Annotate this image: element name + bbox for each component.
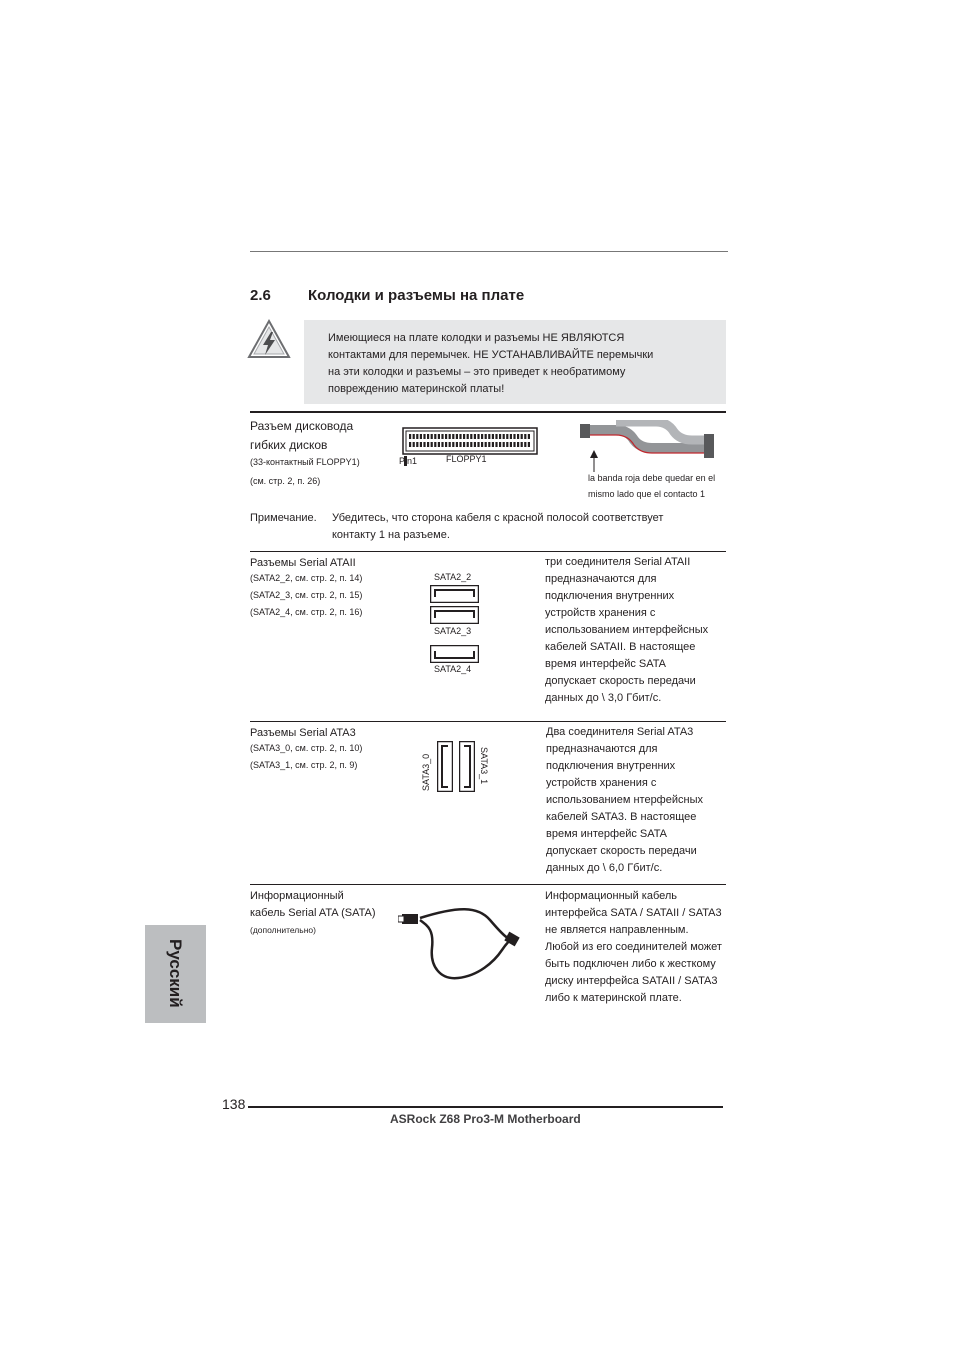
floppy-title-line: гибких дисков	[250, 438, 328, 452]
floppy-pin	[481, 434, 483, 439]
floppy-pin	[528, 434, 530, 439]
floppy-title-line: Разъем дисковода	[250, 419, 354, 433]
sata2-desc-line: предназначаются для	[545, 573, 657, 585]
language-tab-text: Русский	[166, 939, 185, 1008]
floppy-pin	[524, 434, 526, 439]
floppy-ref: (см. стр. 2, п. 26)	[250, 476, 321, 486]
sata2-desc-line: подключения внутренних	[545, 590, 675, 602]
floppy-pin	[416, 434, 418, 439]
floppy-pin	[456, 434, 458, 439]
sata3-desc-line: предназначаются для	[546, 743, 658, 755]
floppy-pin	[409, 442, 411, 447]
floppy-pin	[434, 442, 436, 447]
floppy-pin	[521, 434, 523, 439]
floppy-pin	[423, 442, 425, 447]
sata3-desc-line: допускает скорость передачи	[546, 845, 697, 857]
floppy-pin	[467, 434, 469, 439]
floppy-pin	[503, 434, 505, 439]
page-number: 138	[222, 1096, 246, 1112]
floppy-pin	[420, 442, 422, 447]
cable-desc-line: не является направленным.	[545, 924, 689, 936]
warning-line: на эти колодки и разъемы – это приведет к необратимому	[328, 366, 626, 378]
sata3-desc-line: Два соединителя Serial ATA3	[546, 726, 694, 738]
floppy-pin	[459, 434, 461, 439]
sata3-desc-line: использованием нтерфейсных	[546, 794, 703, 806]
sata3-desc-line: данных до \ 6,0 Гбит/с.	[546, 862, 663, 874]
footer-rule	[248, 1106, 723, 1108]
cable-title-line: Информационный	[250, 890, 344, 902]
floppy-pin	[449, 442, 451, 447]
floppy-pin	[506, 442, 508, 447]
floppy-pin	[441, 442, 443, 447]
cable-title	[250, 888, 376, 922]
floppy-pin	[481, 442, 483, 447]
sata3-1-label-text: SATA3_1	[479, 747, 489, 785]
floppy-pin	[485, 442, 487, 447]
floppy-pin	[452, 434, 454, 439]
floppy-pin	[463, 434, 465, 439]
floppy-pin	[513, 442, 515, 447]
floppy-pin	[477, 442, 479, 447]
floppy-pin	[413, 434, 415, 439]
sata2-2-label: SATA2_2	[434, 572, 472, 582]
sata3-0-label-text: SATA3_0	[421, 753, 431, 791]
floppy-pin	[499, 434, 501, 439]
sata3-desc-line: время интерфейс SATA	[546, 828, 667, 840]
footer-product: ASRock Z68 Pro3-M Motherboard	[390, 1112, 581, 1126]
cable-desc-line: Информационный кабель	[545, 890, 678, 902]
cable-title-line: кабель Serial ATA (SATA)	[250, 907, 376, 919]
sata2-3-connector-icon	[430, 606, 479, 624]
section-number: 2.6	[250, 287, 271, 304]
floppy-pin	[470, 434, 472, 439]
floppy-pin	[528, 442, 530, 447]
warning-line: контактами для перемычек. НЕ УСТАНАВЛИВАЙТЕ перемычки	[328, 349, 654, 361]
sata2-desc-line: данных до \ 3,0 Гбит/с.	[545, 692, 662, 704]
sata2-ref: (SATA2_4, см. стр. 2, п. 16)	[250, 607, 363, 617]
cable-note	[588, 470, 715, 502]
warning-line: Имеющиеся на плате колодки и разъемы НЕ ЯВЛЯЮТСЯ	[328, 332, 625, 344]
floppy-pin	[438, 442, 440, 447]
sata3-desc-line: кабелей SATA3. В настоящее	[546, 811, 697, 823]
sata2-desc-line: использованием интерфейсных	[545, 624, 709, 636]
floppy-pin	[517, 442, 519, 447]
sata2-desc-line: допускает скорость передачи	[545, 675, 696, 687]
floppy-note-text	[332, 510, 663, 544]
floppy-pin	[445, 442, 447, 447]
floppy-pin	[477, 434, 479, 439]
floppy-note-line: Убедитесь, что сторона кабеля с красной полосой соответствует	[332, 512, 664, 524]
floppy-pin	[441, 434, 443, 439]
floppy-note-label: Примечание.	[250, 512, 317, 524]
sata3-ref: (SATA3_0, см. стр. 2, п. 10)	[250, 743, 363, 753]
floppy-pin	[488, 434, 490, 439]
sata3-1-connector-icon	[459, 741, 475, 792]
sata2-ref: (SATA2_3, см. стр. 2, п. 15)	[250, 590, 363, 600]
floppy-pin	[510, 442, 512, 447]
sata2-desc-line: кабелей SATAII. В настоящее	[545, 641, 696, 653]
sata2-4-connector-icon	[430, 645, 479, 663]
floppy-pin	[463, 442, 465, 447]
floppy-pin1-label: Pin1	[399, 456, 418, 466]
sata3-desc-line: подключения внутренних	[546, 760, 676, 772]
cable-desc	[545, 888, 722, 1007]
floppy-pin	[485, 434, 487, 439]
sata2-desc-line: время интерфейс SATA	[545, 658, 666, 670]
floppy-pin	[420, 434, 422, 439]
floppy-pin	[517, 434, 519, 439]
sata3-desc	[546, 724, 703, 877]
cable-desc-line: либо к материнской плате.	[545, 992, 682, 1004]
floppy-pin	[513, 434, 515, 439]
language-side-tab	[145, 925, 206, 1023]
sata3-rule	[250, 721, 726, 722]
floppy-pin	[431, 434, 433, 439]
floppy-pin	[431, 442, 433, 447]
floppy-pin	[499, 442, 501, 447]
cable-note-line: mismo lado que el contacto 1	[588, 489, 706, 499]
floppy-pin	[416, 442, 418, 447]
floppy-pin	[495, 442, 497, 447]
cable-desc-line: Любой из его соединителей может	[545, 941, 722, 953]
floppy-pin	[488, 442, 490, 447]
floppy-pin	[427, 442, 429, 447]
sata2-desc-line: устройств хранения с	[545, 607, 656, 619]
floppy-pin	[492, 434, 494, 439]
floppy-pin	[445, 434, 447, 439]
sata3-refs	[250, 740, 362, 774]
floppy-connector-label: FLOPPY1	[446, 454, 487, 464]
floppy-pin	[503, 442, 505, 447]
sata2-desc-line: три соединителя Serial ATAII	[545, 556, 691, 568]
sata3-title: Разъемы Serial ATA3	[250, 727, 356, 739]
cable-sub: (дополнительно)	[250, 925, 316, 935]
sata2-4-label: SATA2_4	[434, 664, 472, 674]
floppy-pin	[506, 434, 508, 439]
floppy-pin	[524, 442, 526, 447]
floppy-pin	[495, 434, 497, 439]
floppy-pin	[438, 434, 440, 439]
cable-rule	[250, 884, 726, 885]
floppy-cable-image	[576, 420, 716, 474]
floppy-pin	[427, 434, 429, 439]
floppy-title	[250, 417, 353, 455]
floppy-pin	[474, 442, 476, 447]
sata2-2-connector-icon	[430, 585, 479, 603]
floppy-pin	[423, 434, 425, 439]
floppy-pin	[459, 442, 461, 447]
cable-desc-line: интерфейса SATA / SATAII / SATA3	[545, 907, 722, 919]
floppy-pin	[413, 442, 415, 447]
floppy-pin	[434, 434, 436, 439]
sata2-rule	[250, 551, 726, 552]
floppy-rule	[250, 411, 726, 413]
sata3-0-connector-icon	[437, 741, 453, 792]
sata3-desc-line: устройств хранения с	[546, 777, 657, 789]
sata2-ref: (SATA2_2, см. стр. 2, п. 14)	[250, 573, 363, 583]
top-rule	[250, 251, 728, 252]
warning-line: повреждению материнской платы!	[328, 383, 505, 395]
floppy-note-line: контакту 1 на разъеме.	[332, 529, 450, 541]
sata3-0-label	[420, 748, 434, 792]
sata2-desc	[545, 554, 708, 707]
cable-desc-line: диску интерфейса SATAII / SATA3	[545, 975, 718, 987]
floppy-pin	[492, 442, 494, 447]
floppy-pin	[470, 442, 472, 447]
floppy-pin	[409, 434, 411, 439]
warning-icon	[246, 318, 292, 360]
floppy-pin	[449, 434, 451, 439]
cable-note-line: la banda roja debe quedar en el	[588, 473, 716, 483]
floppy-pin	[467, 442, 469, 447]
sata2-3-label: SATA2_3	[434, 626, 472, 636]
section-title: Колодки и разъемы на плате	[308, 287, 525, 304]
warning-text	[328, 330, 653, 398]
floppy-sub: (33-контактный FLOPPY1)	[250, 457, 360, 467]
floppy-pin	[474, 434, 476, 439]
floppy-pin	[456, 442, 458, 447]
sata3-ref: (SATA3_1, см. стр. 2, п. 9)	[250, 760, 358, 770]
sata-cable-image	[398, 902, 524, 986]
cable-desc-line: быть подключен либо к жесткому	[545, 958, 716, 970]
floppy-pin	[510, 434, 512, 439]
floppy-pin	[521, 442, 523, 447]
sata2-refs	[250, 570, 362, 621]
sata2-title: Разъемы Serial ATAII	[250, 557, 356, 569]
floppy-pin	[452, 442, 454, 447]
sata3-1-label	[477, 746, 491, 790]
